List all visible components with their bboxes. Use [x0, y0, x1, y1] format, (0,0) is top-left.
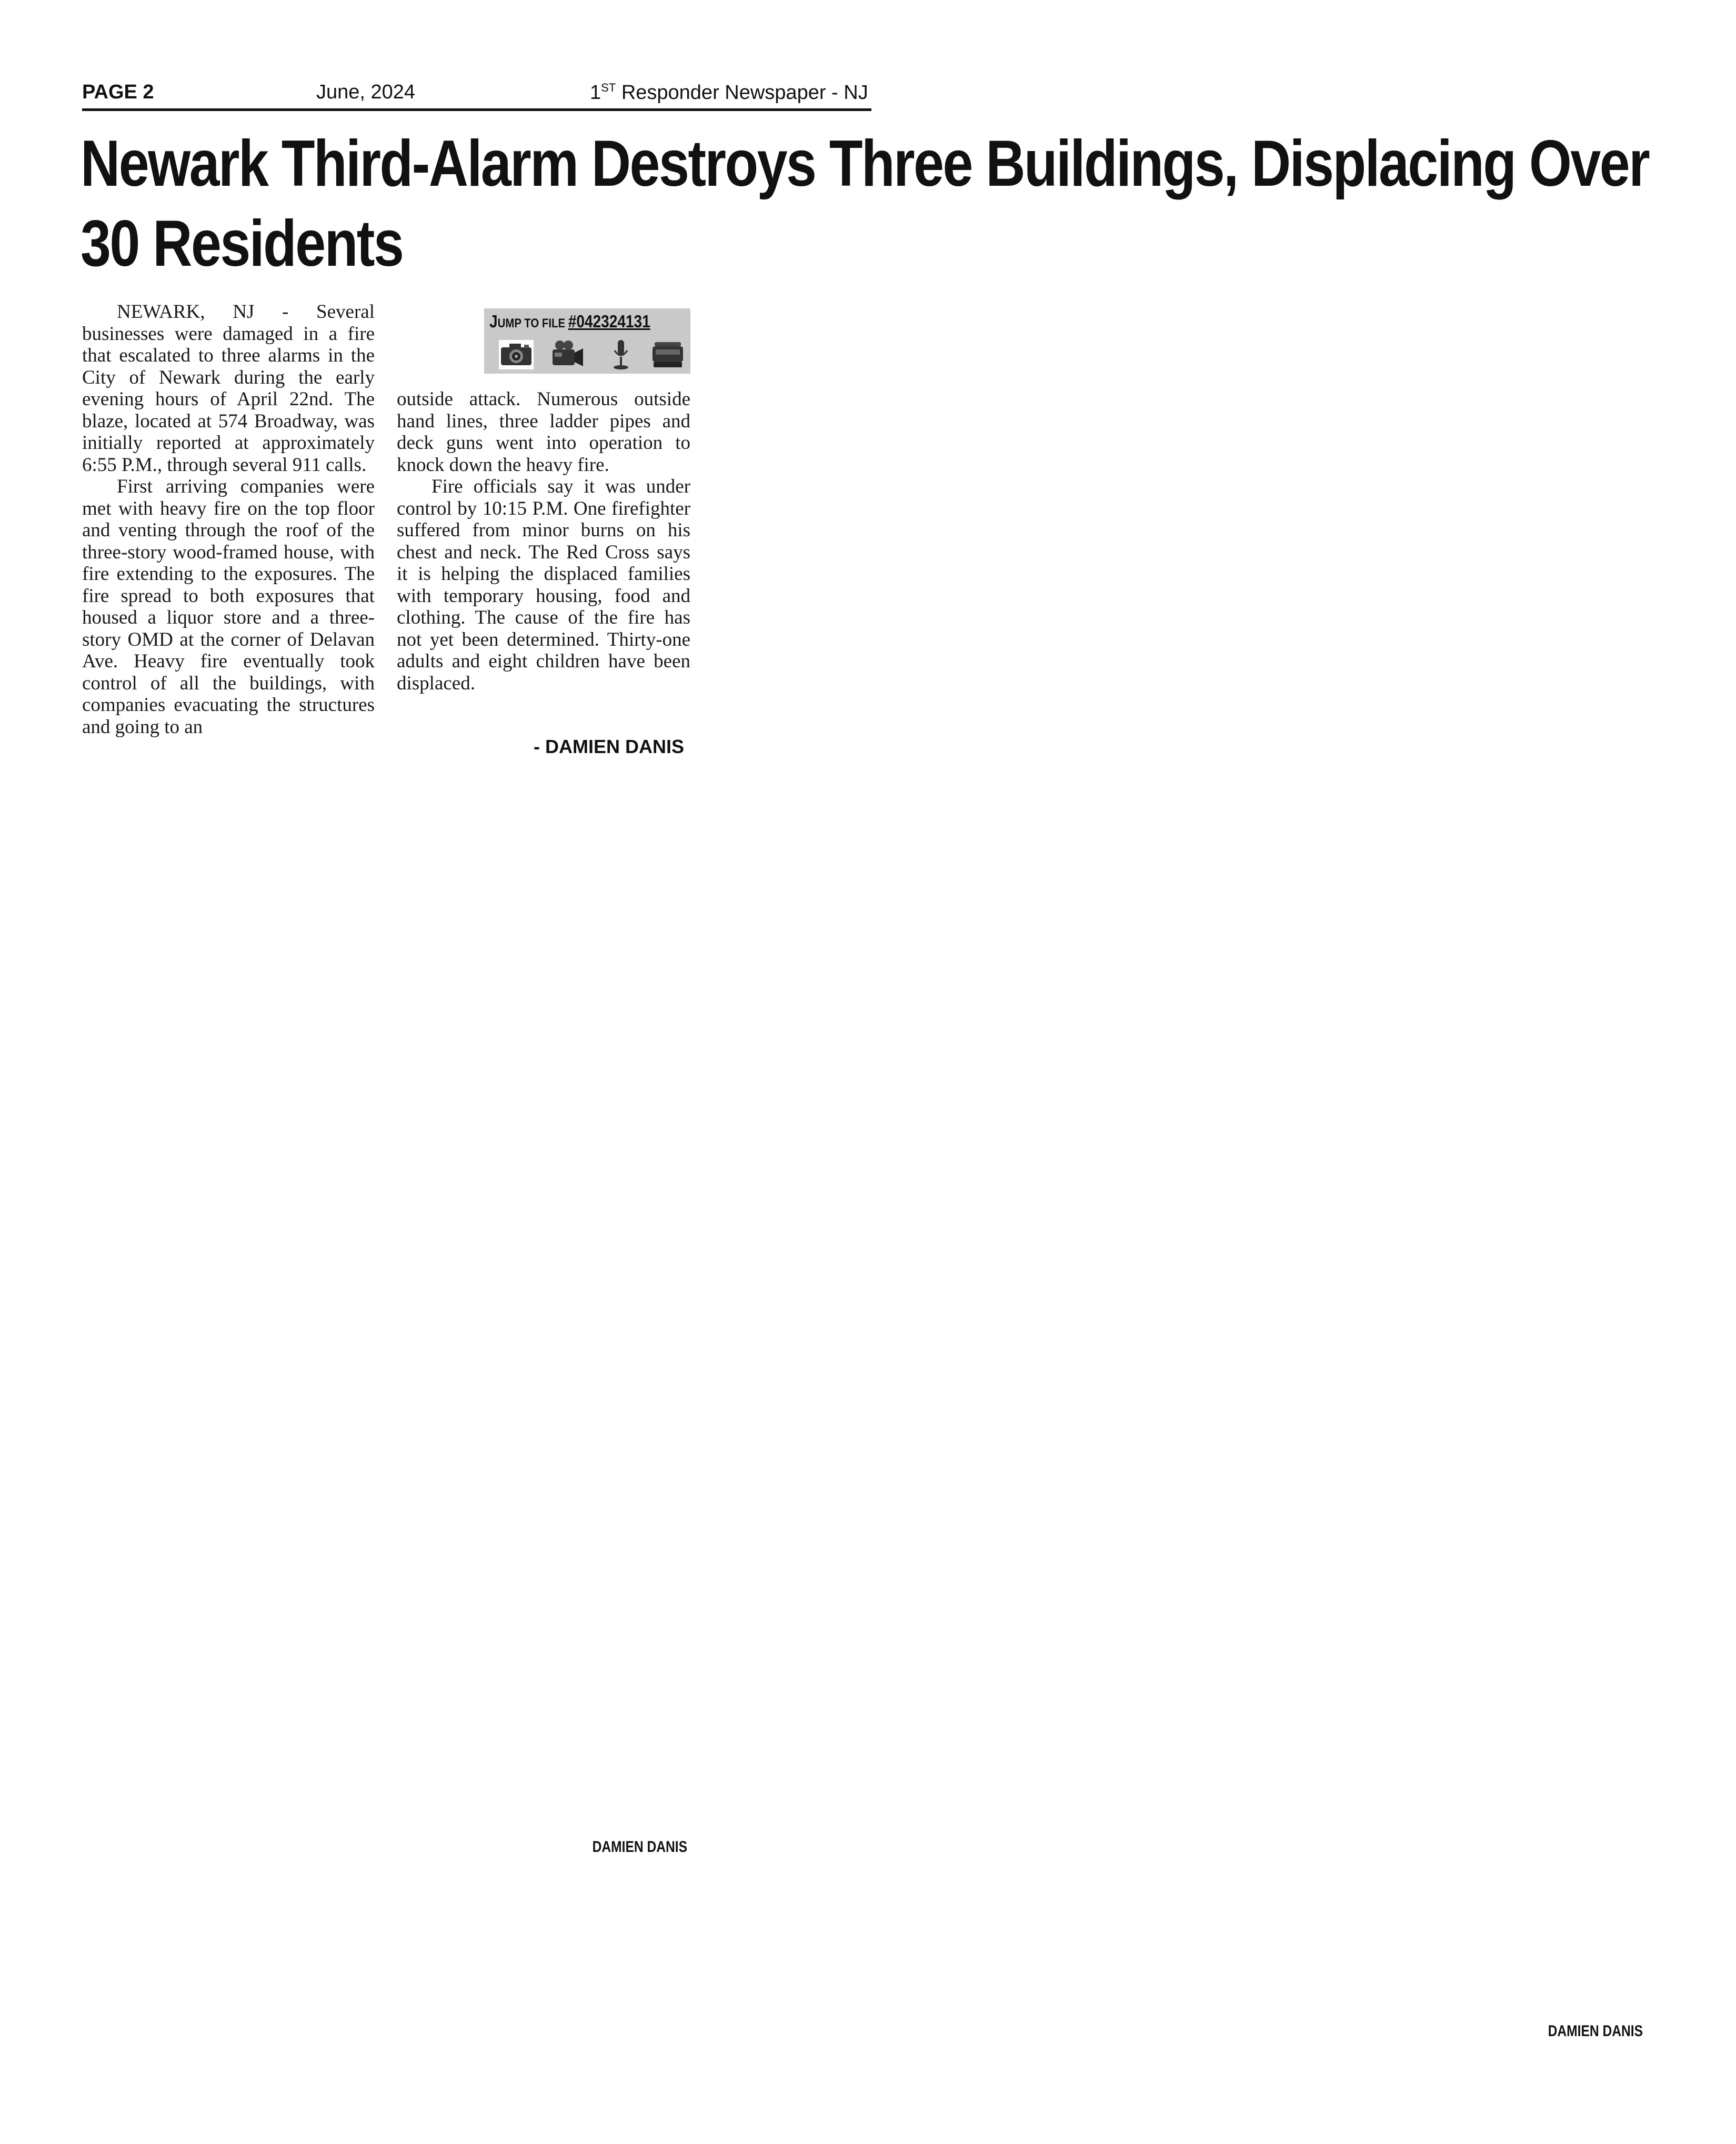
- article-column-2: [397, 388, 690, 694]
- jump-to-file-box[interactable]: [484, 308, 690, 374]
- photo-credit: DAMIEN DANIS: [592, 1838, 687, 1856]
- article-column-1: [82, 301, 375, 738]
- photo-credit: DAMIEN DANIS: [1548, 2022, 1643, 2040]
- typewriter-icon[interactable]: [649, 337, 686, 370]
- file-number-link[interactable]: #042324131: [568, 312, 650, 331]
- video-camera-icon[interactable]: [548, 337, 585, 370]
- camera-icon[interactable]: [498, 337, 535, 370]
- article-byline: - DAMIEN DANIS: [534, 736, 684, 757]
- issue-date: June, 2024: [316, 81, 416, 103]
- article-paragraph: NEWARK, NJ - Several businesses were damaged in a fire that escalated to three alarms in the City of Newark during the early evening hours of April 22nd. The blaze, located at 574 Broadway, was initially reported at approximately 6:55 P.M., through several 911 calls.: [82, 301, 375, 476]
- page-header: [82, 79, 871, 111]
- jump-to-file-label: JUMP TO FILE #042324131: [489, 312, 650, 331]
- article-headline: Newark Third-Alarm Destroys Three Buildings, Displacing Over 30 Residents: [81, 127, 1649, 280]
- publication-name: 1ST Responder Newspaper - NJ: [590, 81, 868, 104]
- media-icons: [491, 337, 686, 370]
- article-paragraph: Fire officials say it was under control by 10:15 P.M. One firefighter suffered from minor burns on his chest and neck. The Red Cross says it is helping the displaced families with temporary housing, food and clothing. The cause of the fire has not yet been determined. Thirty-one adults and eight children have been displaced.: [397, 476, 690, 694]
- microphone-icon[interactable]: [602, 337, 639, 370]
- article-paragraph: First arriving companies were met with heavy fire on the top floor and venting through the roof of the three-story wood-framed house, with fire extending to the exposures. The fire spread to both exposures that housed a liquor store and a three-story OMD at the corner of Delavan Ave. Heavy fire eventually took control of all the buildings, with companies evacuating the structures and going to an: [82, 476, 375, 738]
- article-paragraph: outside attack. Numerous outside hand lines, three ladder pipes and deck guns went into operation to knock down the heavy fire.: [397, 388, 690, 476]
- page-number: PAGE 2: [82, 81, 154, 103]
